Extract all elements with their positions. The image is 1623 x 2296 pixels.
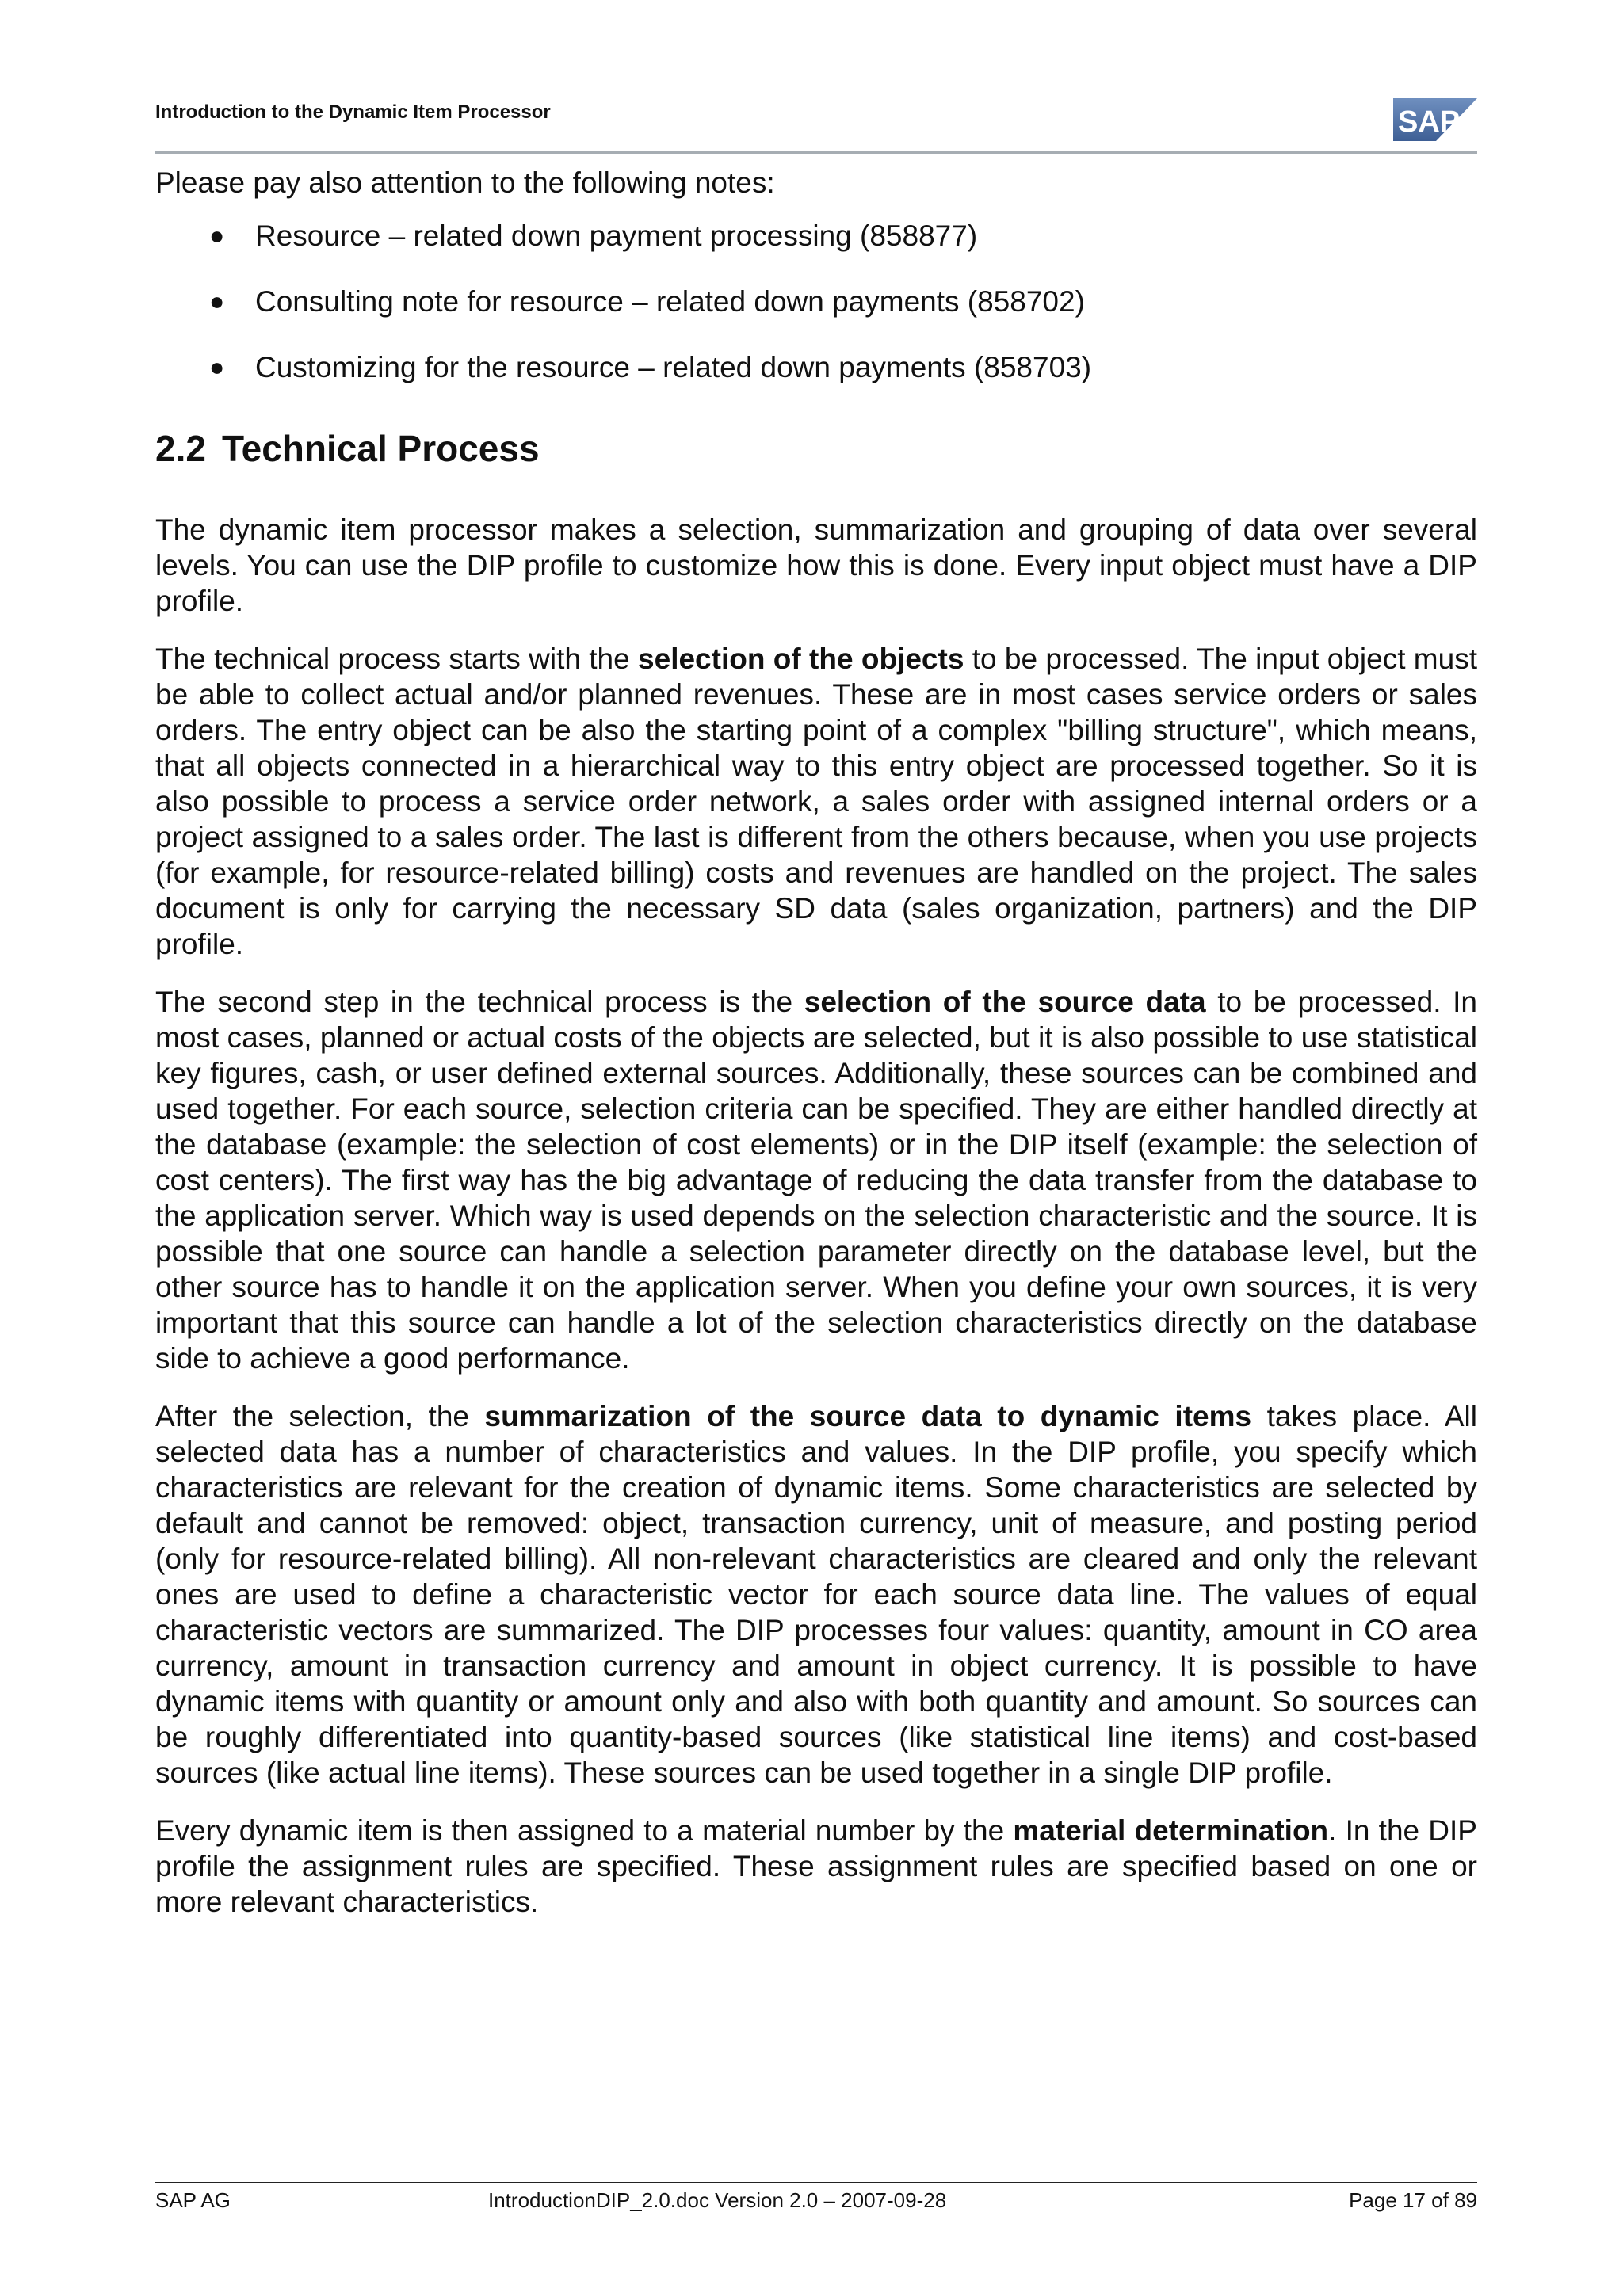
notes-list <box>155 218 1477 385</box>
list-item <box>155 349 1477 385</box>
section-heading <box>155 426 1477 471</box>
paragraph-summarization <box>155 1398 1477 1791</box>
note-text: Resource – related down payment processing (858877) <box>255 219 978 252</box>
paragraph-material-determination <box>155 1813 1477 1920</box>
note-text: Customizing for the resource – related down payments (858703) <box>255 351 1092 383</box>
page-header <box>155 93 1477 154</box>
paragraph-text: takes place. All selected data has a number of characteristics and values. In the DIP profile, you specify which characteristics are relevant for the creation of dynamic items. Some characteristics are selected by default and cannot be removed: object, transaction currency, unit of measure, and posting period (only for resource-related billing). All non-relevant characteristics are cleared and only the relevant ones are used to define a characteristic vector for each source data line. The values of equal characteristic vectors are summarized. The DIP processes four values: quantity, amount in CO area currency, amount in transaction currency and amount in object currency. It is possible to have dynamic items with quantity or amount only and also with both quantity and amount. So sources can be roughly differentiated into quantity-based sources (like statistical line items) and cost-based sources (like actual line items). These sources can be used together in a single DIP profile. <box>155 1400 1477 1789</box>
bullet-icon: ● <box>209 221 225 250</box>
paragraph-object-selection <box>155 641 1477 962</box>
note-text: Consulting note for resource – related down payments (858702) <box>255 285 1085 318</box>
section-number: 2.2 <box>155 428 206 469</box>
footer-company: SAP AG <box>155 2188 231 2212</box>
bullet-icon: ● <box>209 353 225 381</box>
paragraph-source-selection <box>155 984 1477 1376</box>
sap-logo <box>1393 98 1477 141</box>
paragraph-emphasis: summarization of the source data to dynamic items <box>484 1400 1252 1432</box>
paragraph-text: After the selection, the <box>155 1400 485 1432</box>
paragraph-text: The dynamic item processor makes a selection, summarization and grouping of data over several levels. You can use the DIP profile to customize how this is done. Every input object must have a DIP profile. <box>155 513 1477 617</box>
bullet-icon: ● <box>209 287 225 315</box>
page-footer <box>155 2187 1477 2218</box>
page-body <box>155 165 1477 1942</box>
paragraph-text: to be processed. The input object must be able to collect actual and/or planned revenues. These are in most cases service orders or sales orders. The entry object can be also the starting point of a complex "billing structure", which means, that all objects connected in a hierarchical way to this entry object are processed together. So it is also possible to process a service order network, a sales order with assigned internal orders or a project assigned to a sales order. The last is different from the others because, when you use projects (for example, for resource-related billing) costs and revenues are handled on the project. The sales document is only for carrying the necessary SD data (sales organization, partners) and the DIP profile. <box>155 643 1477 960</box>
footer-document: IntroductionDIP_2.0.doc Version 2.0 – 2007-09-28 <box>488 2188 947 2212</box>
paragraph-text: . In the DIP profile the assignment rules are specified. These assignment rules are specified based on one or more relevant characteristics. <box>155 1814 1477 1918</box>
sap-logo-text: SAP <box>1398 105 1461 139</box>
paragraph-text: The technical process starts with the <box>155 643 639 675</box>
paragraph-text: to be processed. In most cases, planned or actual costs of the objects are selected, but it is also possible to use statistical key figures, cash, or user defined external sources. Additionally, these sources can be combined and used together. For each source, selection criteria can be specified. They are either handled directly at the database (example: the selection of cost elements) or in the DIP itself (example: the selection of cost centers). The first way has the big advantage of reducing the data transfer from the database to the application server. Which way is used depends on the selection characteristic and the source. It is possible that one source can handle a selection parameter directly on the database level, but the other source has to handle it on the application server. When you define your own sources, it is very important that this source can handle a lot of the selection characteristics directly on the database side to achieve a good performance. <box>155 986 1477 1375</box>
list-item <box>155 218 1477 254</box>
header-divider <box>155 151 1477 154</box>
section-title: Technical Process <box>221 428 540 469</box>
notes-intro: Please pay also attention to the following notes: <box>155 166 775 199</box>
paragraph-emphasis: selection of the objects <box>638 643 964 675</box>
paragraph-emphasis: material determination <box>1013 1814 1329 1847</box>
list-item <box>155 284 1477 319</box>
paragraph-text: Every dynamic item is then assigned to a material number by the <box>155 1814 1014 1847</box>
document-title: Introduction to the Dynamic Item Processor <box>155 101 551 123</box>
paragraph-text: The second step in the technical process is the <box>155 986 804 1018</box>
paragraph-overview <box>155 512 1477 619</box>
paragraph-emphasis: selection of the source data <box>804 986 1206 1018</box>
footer-page-number: Page 17 of 89 <box>1349 2188 1477 2212</box>
footer-divider <box>155 2182 1477 2183</box>
